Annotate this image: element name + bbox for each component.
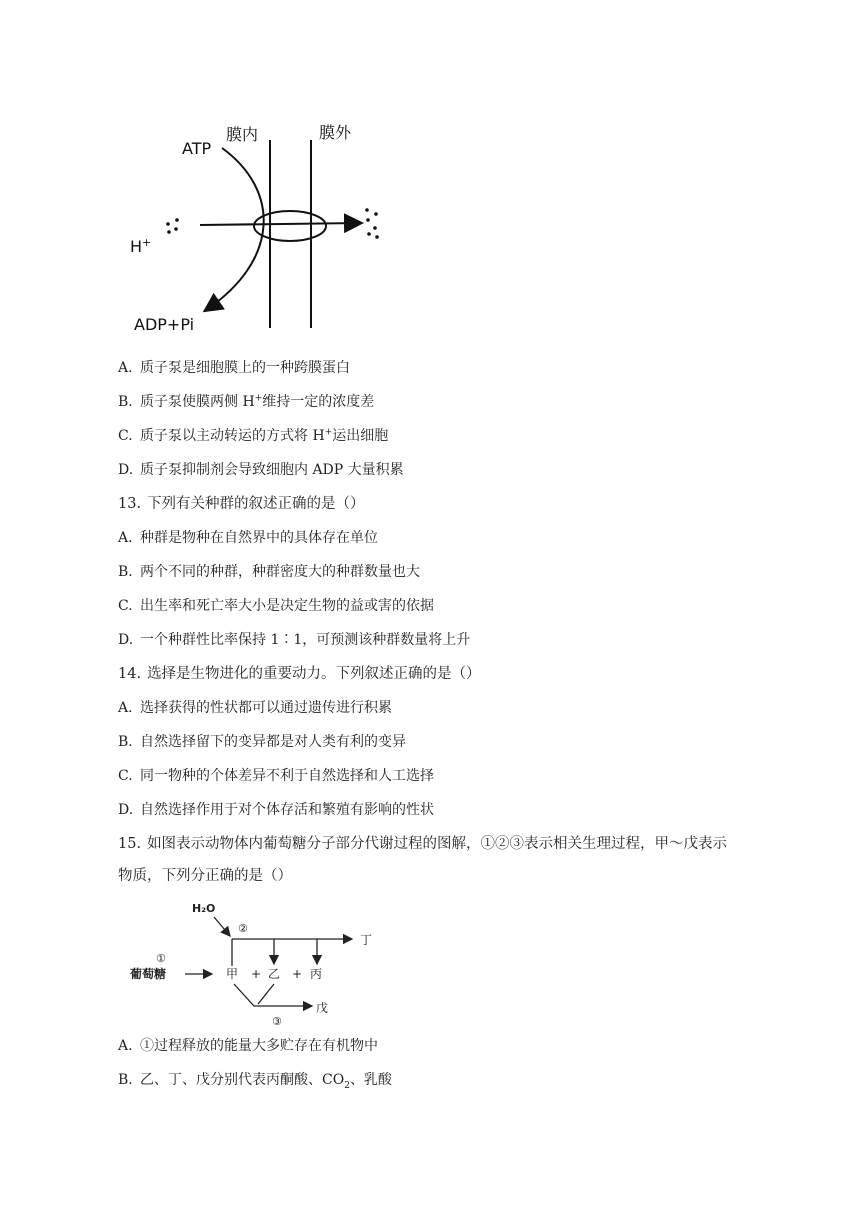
q12-option-b: B. 质子泵使膜两侧 H+维持一定的浓度差	[118, 393, 375, 410]
q14-option-c: C. 同一物种的个体差异不利于自然选择和人工选择	[118, 768, 434, 784]
q12-option-c: C. 质子泵以主动转运的方式将 H+运出细胞	[118, 427, 389, 444]
q13-option-d: D. 一个种群性比率保持 1∶1，可预测该种群数量将上升	[118, 632, 471, 648]
label-outside: 膜外	[319, 123, 352, 142]
plus-1: +	[251, 967, 262, 981]
glucose-metabolism-diagram	[130, 896, 390, 1028]
label-glucose: 葡萄糖	[130, 967, 167, 981]
yi-to-wu-branch	[258, 984, 274, 1004]
q14-option-b: B. 自然选择留下的变异都是对人类有利的变异	[118, 734, 406, 750]
label-wu: 戊	[316, 1001, 329, 1015]
q15-option-a: A. ①过程释放的能量大多贮存在有机物中	[118, 1038, 378, 1054]
label-inside: 膜内	[226, 125, 259, 144]
proton-pump-diagram	[120, 110, 420, 340]
h-ions-outside	[365, 208, 379, 239]
proton-pump-ellipse	[254, 211, 326, 241]
label-adp-pi: ADP+Pi	[134, 315, 195, 334]
q14-option-d: D. 自然选择作用于对个体存活和繁殖有影响的性状	[118, 802, 434, 818]
label-yi: 乙	[268, 967, 281, 981]
q14-option-a: A. 选择获得的性状都可以通过遗传进行积累	[118, 700, 392, 716]
h-ions-inside	[166, 218, 179, 234]
plus-2: +	[292, 967, 303, 981]
q13-option-c: C. 出生率和死亡率大小是决定生物的益或害的依据	[118, 598, 434, 614]
q15-stem-line2: 物质，下列分正确的是（）	[118, 868, 292, 884]
jia-to-wu-path	[234, 984, 300, 1006]
label-bing: 丙	[310, 967, 323, 981]
q13-option-a: A. 种群是物种在自然界中的具体存在单位	[118, 530, 378, 546]
label-jia: 甲	[226, 967, 239, 981]
q15-stem-line1: 15. 如图表示动物体内葡萄糖分子部分代谢过程的图解，①②③表示相关生理过程，甲～戊表示	[118, 836, 728, 852]
h2o-arrow	[214, 917, 230, 936]
label-process-3: ③	[272, 1015, 282, 1028]
label-ding: 丁	[360, 933, 373, 947]
label-atp: ATP	[182, 139, 212, 158]
label-h2o: H₂O	[192, 902, 216, 915]
q12-option-d: D. 质子泵抑制剂会导致细胞内 ADP 大量积累	[118, 462, 404, 478]
q13-option-b: B. 两个不同的种群，种群密度大的种群数量也大	[118, 564, 420, 580]
label-h: H+	[130, 236, 152, 256]
q12-option-a: A. 质子泵是细胞膜上的一种跨膜蛋白	[118, 360, 350, 376]
label-process-1: ①	[156, 952, 166, 965]
q14-stem: 14. 选择是生物进化的重要动力。下列叙述正确的是（）	[118, 666, 481, 682]
q13-stem: 13. 下列有关种群的叙述正确的是（）	[118, 496, 365, 512]
label-process-2: ②	[238, 922, 248, 935]
q15-option-b: B. 乙、丁、戊分别代表丙酮酸、$CO_2$、乳酸	[118, 1072, 392, 1091]
h-transport-arrow	[200, 223, 360, 225]
